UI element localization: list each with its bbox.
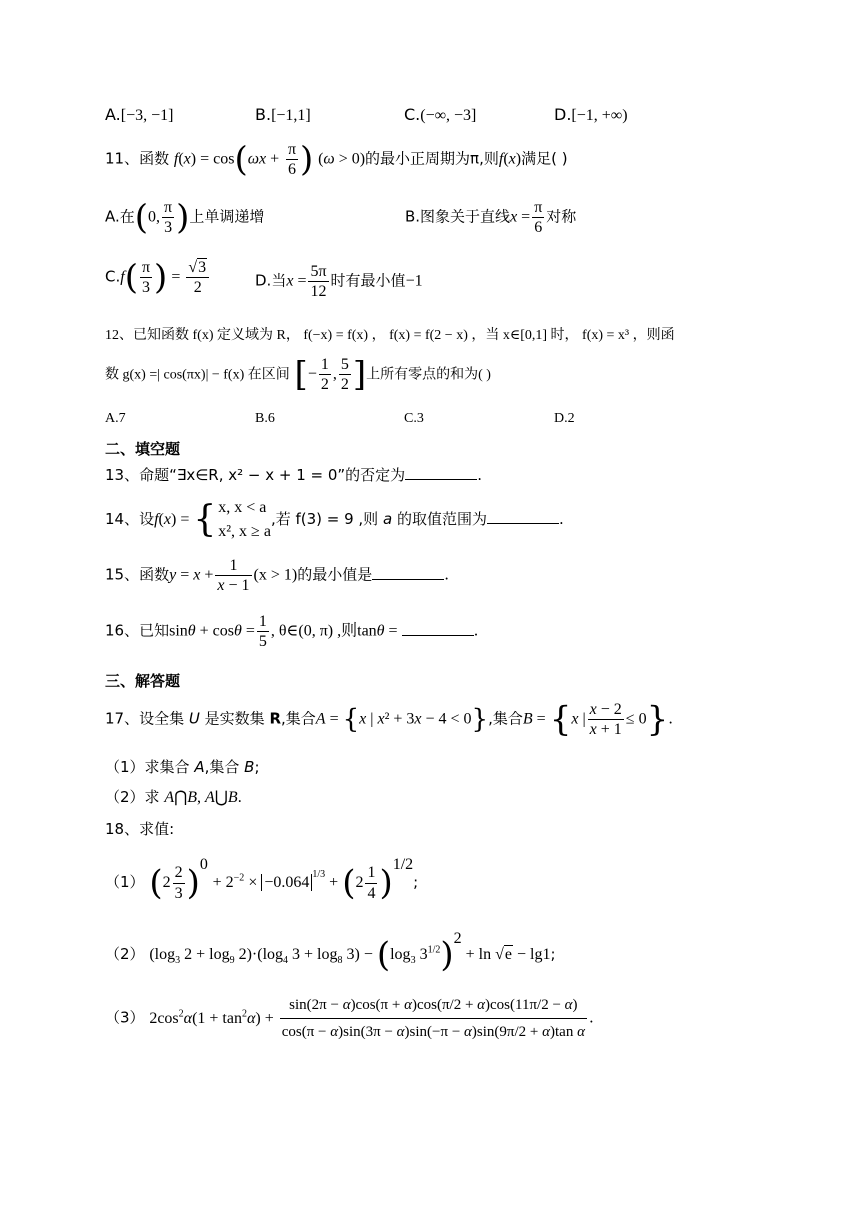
q12-option-c: C.3 xyxy=(404,411,424,426)
q18-part3: （3） $2\cos^2\alpha(1 + \tan^2\alpha)$ + $\frac{\sin(2\pi - \alpha)\cos(\pi + \alpha)\cos(\pi/2 + \alpha)\cos(11\pi/2 - \alpha)}{\text{cos(π − α)sin(3π − α)sin(−π − α)sin(9π/2 + α)tan α}}$ . xyxy=(105,997,594,1040)
answer-blank xyxy=(405,465,477,480)
answer-blank xyxy=(402,621,474,636)
q18-part2: （2） ($\log_3$ $2 + \log_9 2)\cdot(\log_4$ $3 + \log_8 3) - (\log_3$ $3^{1/2})^2 + \ln √e - \lg 1$; xyxy=(105,930,556,975)
q11-option-a: A.在(0, $\frac{\pi}{3}$ )上单调递增 xyxy=(105,197,265,238)
question-12-line2: 数 g(x) =| cos(πx)| − f(x) 在区间 [− $\frac{1}{2}$ , $\frac{5}{2}$ ]上所有零点的和为( ) xyxy=(105,354,491,395)
question-17: 17、设全集 U 是实数集 R,集合A = {x | x² + 3x − 4 < 0},集合B = {x | $\frac{x - 2}{x + 1}$ ≤ 0}. xyxy=(105,699,673,740)
question-14: 14、设f(x) = { x, x < a x², x ≥ a ,若 f(3) = 9 ,则 a 的取值范围为 . xyxy=(105,499,564,540)
section-fill-in-heading: 二、填空题 xyxy=(105,440,181,458)
q18-part1: （1） (2 $\frac{2}{3}$ )$^0 + 2^{-2} \times -0.064$ $^{1/3}$ + (2 $\frac{1}{4}$ )$^{1/2}$; xyxy=(105,856,419,903)
question-18-title: 18、求值: xyxy=(105,820,175,838)
q17-part2: （2）求 A⋂B, A⋃B. xyxy=(105,788,242,806)
q12-option-a: A.7 xyxy=(105,411,126,426)
section-answer-heading: 三、解答题 xyxy=(105,672,181,690)
option-b: B.[−1,1] xyxy=(255,105,311,124)
option-a: A.[−3, −1] xyxy=(105,105,174,124)
q11-option-d: D.当x = $\frac{5\pi}{12}$ 时有最小值−1 xyxy=(255,263,423,301)
question-12-line1: 12、已知函数 f(x) 定义域为 R， f(−x) = f(x) ， f(x) = f(2 − x) ，当 x∈[0,1] 时， f(x) = x³ ，则函 xyxy=(105,328,675,343)
answer-blank xyxy=(487,509,559,524)
question-16: 16、已知sinθ + cosθ = $\frac{1}{5}$ , θ∈(0, π) ,则tanθ = . xyxy=(105,613,479,651)
q12-option-d: D.2 xyxy=(554,411,575,426)
q11-option-b: B.图象关于直线x = $\frac{\pi}{6}$ 对称 xyxy=(405,199,577,237)
q17-part1: （1）求集合 A,集合 B; xyxy=(105,758,260,776)
answer-blank xyxy=(372,565,444,580)
question-11: 11、函数 f(x) = cos(ωx + $\frac{\pi}{6}$ ) (ω > 0)的最小正周期为π,则f(x)满足( ) xyxy=(105,139,568,180)
question-13: 13、命题“∃x∈R, x² − x + 1 = 0”的否定为 . xyxy=(105,466,482,484)
option-d: D.[−1, +∞) xyxy=(554,105,628,124)
q11-option-c: C.f( $\frac{\pi}{3}$ ) = $\frac{√3}{2}$ xyxy=(105,258,211,297)
question-15: 15、函数y = x + $\frac{1}{x - 1}$ (x > 1)的最小值是 . xyxy=(105,557,449,595)
option-c: C.(−∞, −3] xyxy=(404,105,477,124)
q12-option-b: B.6 xyxy=(255,411,275,426)
